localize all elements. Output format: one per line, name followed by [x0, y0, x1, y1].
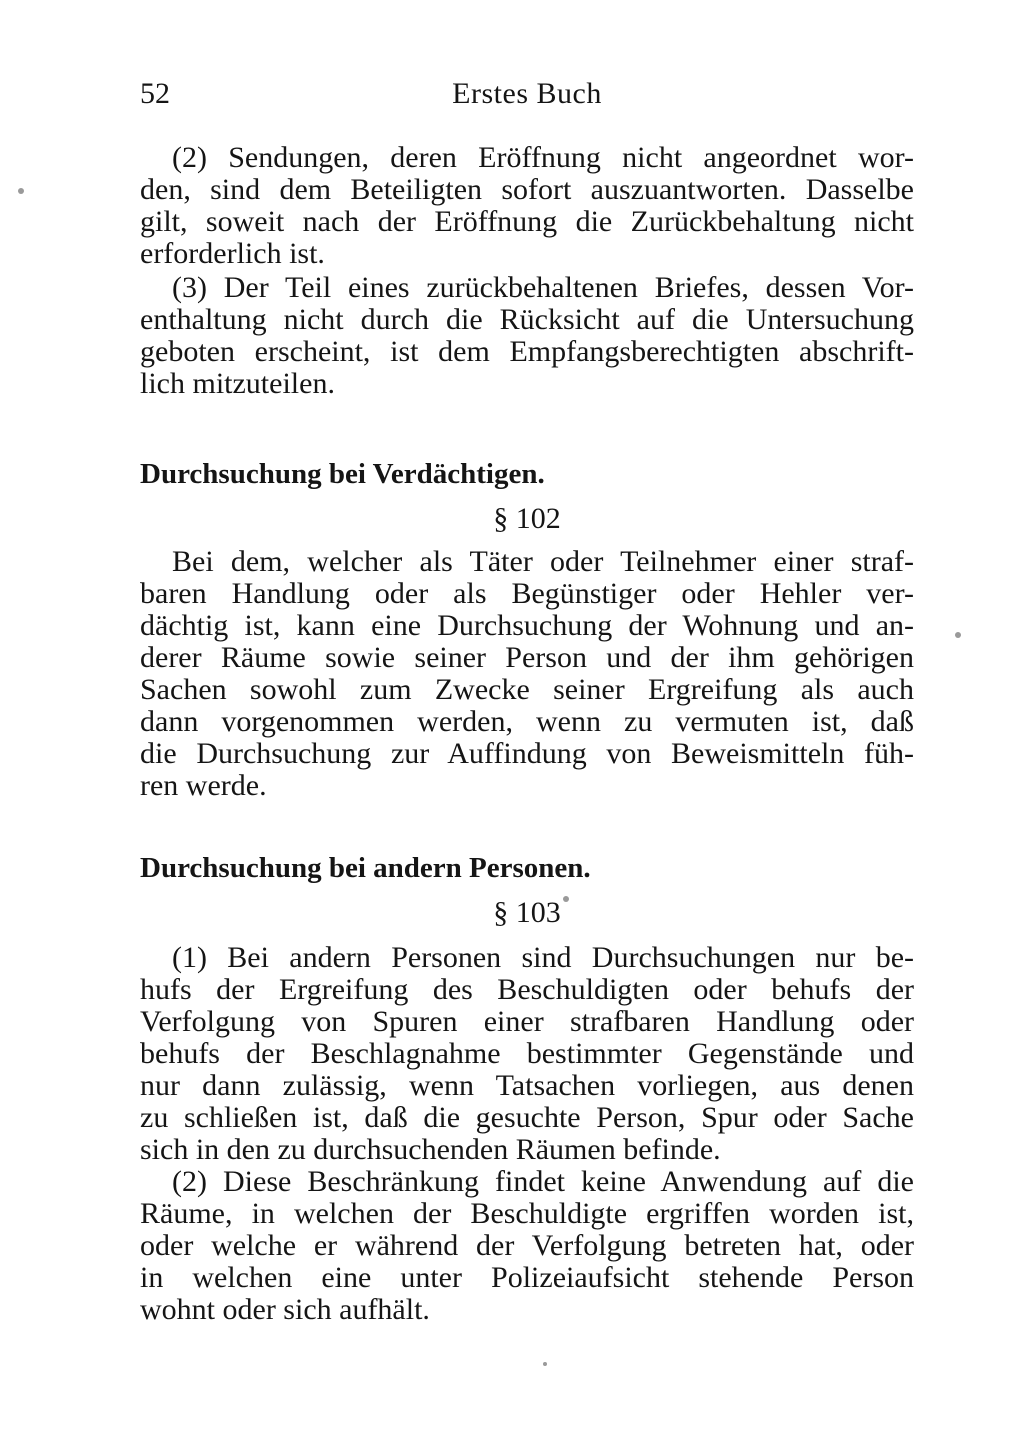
scan-speck — [955, 632, 961, 638]
text-line: Verfolgung von Spuren einer strafbaren Handlung oder — [140, 1006, 914, 1038]
section-103-heading: Durchsuchung bei andern Personen. — [140, 852, 591, 884]
book-title: Erstes Buch — [452, 77, 602, 110]
text-line: oder welche er während der Verfolgung betreten hat, oder — [140, 1230, 914, 1262]
text-line: ren werde. — [140, 770, 267, 802]
text-line: dächtig ist, kann eine Durchsuchung der Wohnung und an- — [140, 610, 914, 642]
section-103-number: § 103 — [493, 896, 561, 929]
paragraph-3-briefe — [140, 272, 914, 400]
scan-speck — [563, 896, 569, 902]
text-line: den, sind dem Beteiligten sofort auszuantworten. Dasselbe — [140, 174, 914, 206]
text-line: lich mitzuteilen. — [140, 368, 335, 400]
text-line: hufs der Ergreifung des Beschuldigten oder behufs der — [140, 974, 914, 1006]
page-number: 52 — [140, 77, 170, 110]
text-line: Bei dem, welcher als Täter oder Teilnehmer einer straf- — [172, 546, 914, 578]
text-line: (1) Bei andern Personen sind Durchsuchungen nur be- — [172, 942, 914, 974]
text-line: (2) Diese Beschränkung findet keine Anwendung auf die — [172, 1166, 914, 1198]
text-line: gilt, soweit nach der Eröffnung die Zurückbehaltung nicht — [140, 206, 914, 238]
text-line: wohnt oder sich aufhält. — [140, 1294, 430, 1326]
text-line: Räume, in welchen der Beschuldigte ergriffen worden ist, — [140, 1198, 914, 1230]
section-103-paragraph-1 — [140, 942, 914, 1166]
text-line: dann vorgenommen werden, wenn zu vermuten ist, daß — [140, 706, 914, 738]
text-line: die Durchsuchung zur Auffindung von Beweismitteln füh- — [140, 738, 914, 770]
text-line: (3) Der Teil eines zurückbehaltenen Briefes, dessen Vor- — [172, 272, 914, 304]
section-103-paragraph-2 — [140, 1166, 914, 1326]
text-line: Sachen sowohl zum Zwecke seiner Ergreifung als auch — [140, 674, 914, 706]
section-102-body — [140, 546, 914, 802]
text-line: zu schließen ist, daß die gesuchte Person, Spur oder Sache — [140, 1102, 914, 1134]
text-line: erforderlich ist. — [140, 238, 325, 270]
text-line: geboten erscheint, ist dem Empfangsberechtigten abschrift- — [140, 336, 914, 368]
text-line: (2) Sendungen, deren Eröffnung nicht angeordnet wor- — [172, 142, 914, 174]
text-line: in welchen eine unter Polizeiaufsicht stehende Person — [140, 1262, 914, 1294]
text-line: baren Handlung oder als Begünstiger oder Hehler ver- — [140, 578, 914, 610]
paragraph-2-sendungen — [140, 142, 914, 270]
text-line: behufs der Beschlagnahme bestimmter Gegenstände und — [140, 1038, 914, 1070]
scan-speck — [543, 1362, 547, 1366]
scan-speck — [18, 188, 24, 194]
section-102-number: § 102 — [493, 502, 561, 535]
text-line: sich in den zu durchsuchenden Räumen befinde. — [140, 1134, 721, 1166]
running-head — [140, 72, 914, 116]
text-line: nur dann zulässig, wenn Tatsachen vorliegen, aus denen — [140, 1070, 914, 1102]
text-line: enthaltung nicht durch die Rücksicht auf die Untersuchung — [140, 304, 914, 336]
text-line: derer Räume sowie seiner Person und der ihm gehörigen — [140, 642, 914, 674]
section-102-heading: Durchsuchung bei Verdächtigen. — [140, 458, 545, 490]
